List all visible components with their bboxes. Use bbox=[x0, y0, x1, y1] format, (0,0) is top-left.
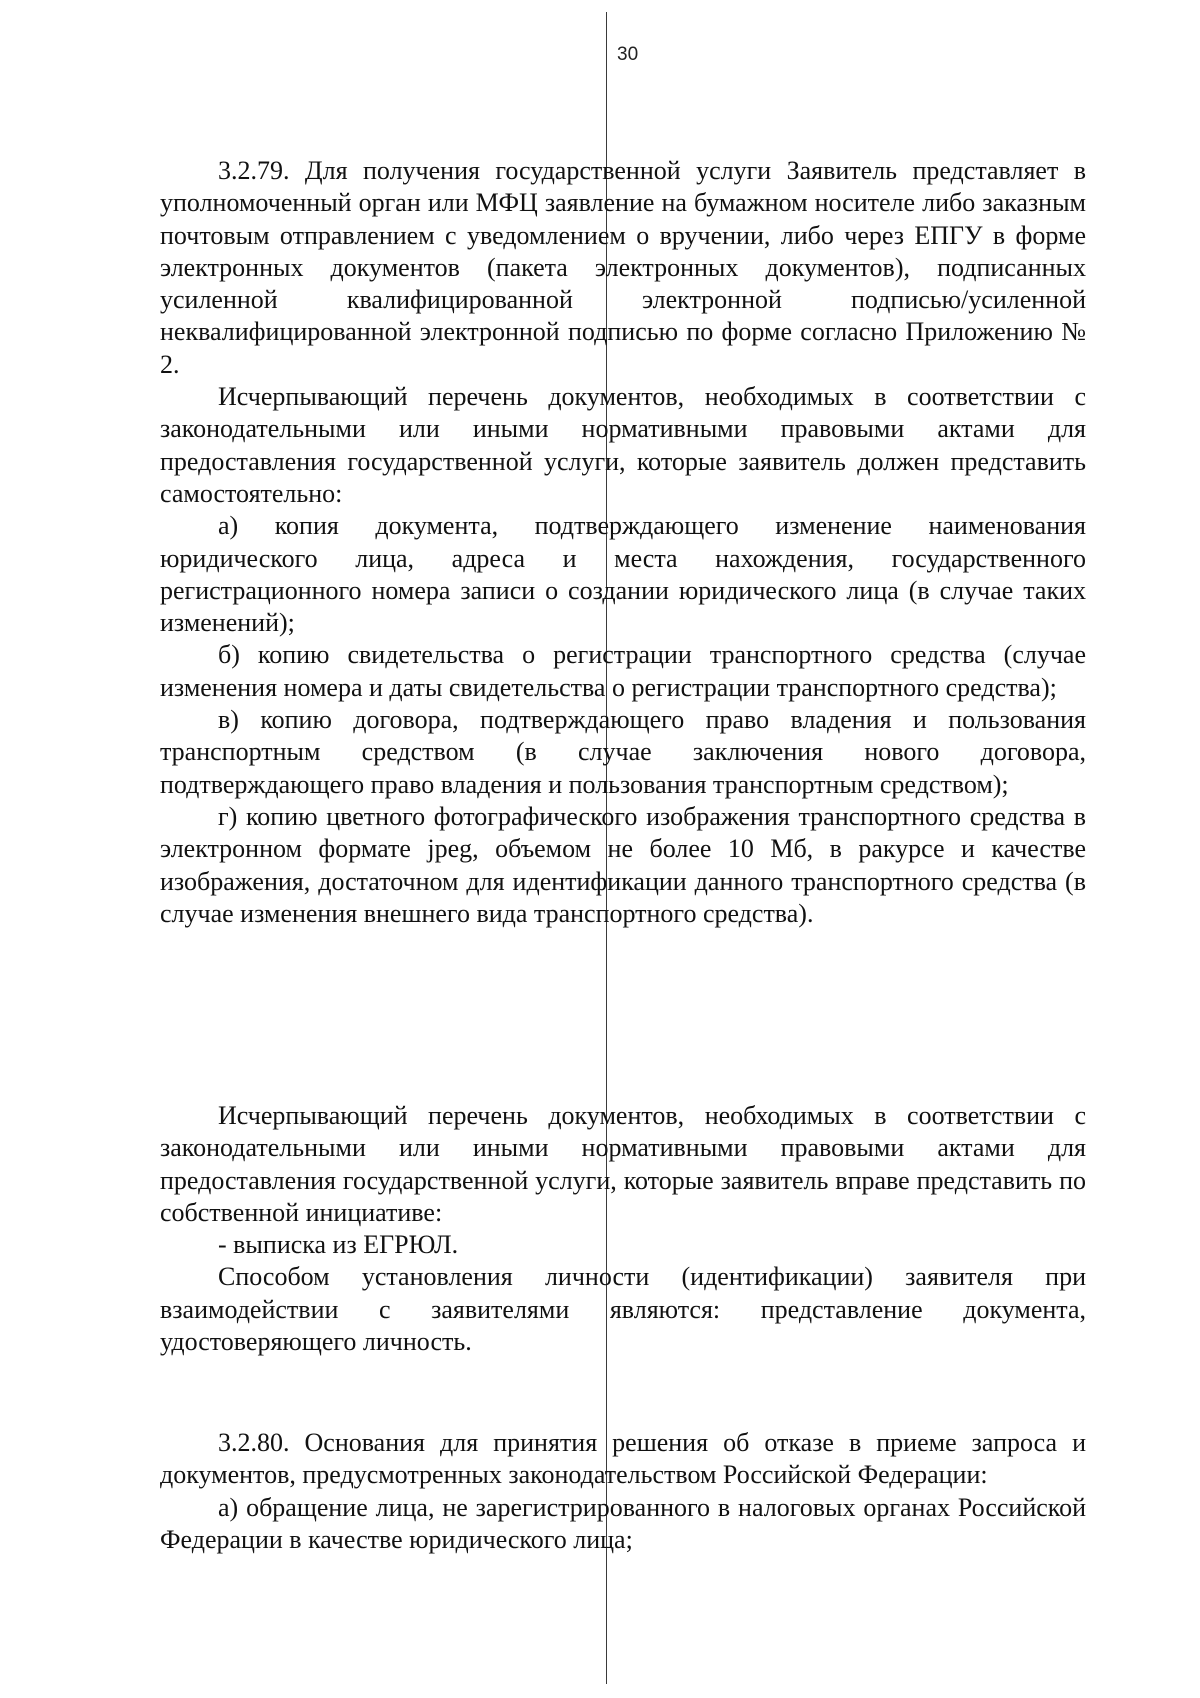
page-number: 30 bbox=[617, 44, 639, 65]
paragraph-optional-docs-intro: Исчерпывающий перечень документов, необходимых в соответствии с законодательными или иными нормативными правовыми актами для предоставления государственной услуги, которые заявитель вправе представить по собственной инициативе: bbox=[160, 1101, 1086, 1227]
list-item-egrul: - выписка из ЕГРЮЛ. bbox=[218, 1230, 459, 1260]
paragraph-required-docs-intro: Исчерпывающий перечень документов, необходимых в соответствии с законодательными или иными нормативными правовыми актами для предоставления государственной услуги, которые заявитель должен представить самостоятельно: bbox=[160, 382, 1086, 508]
paragraph-identification: Способом установления личности (идентификации) заявителя при взаимодействии с заявителями являются: представление документа, удостоверяющего личность. bbox=[160, 1262, 1086, 1357]
list-item-b: б) копию свидетельства о регистрации транспортного средства (случае изменения номера и даты свидетельства о регистрации транспортного средства); bbox=[160, 640, 1086, 702]
text-block-1 bbox=[160, 155, 1086, 930]
list-item-v: в) копию договора, подтверждающего право владения и пользования транспортным средством (в случае заключения нового договора, подтверждающего право владения и пользования транспортным средством); bbox=[160, 705, 1086, 799]
list-item-a: а) копия документа, подтверждающего изменение наименования юридического лица, адреса и места нахождения, государственного регистрационного номера записи о создании юридического лица (в случае таких изменений); bbox=[160, 511, 1086, 638]
list-item-refusal-a: а) обращение лица, не зарегистрированного в налоговых органах Российской Федерации в качестве юридического лица; bbox=[160, 1492, 1086, 1554]
text-block-3 bbox=[160, 1427, 1086, 1556]
list-item-g: г) копию цветного фотографического изображения транспортного средства в электронном формате jpeg, объемом не более 10 Мб, в ракурсе и качестве изображения, достаточном для идентификации данного транспортного средства (в случае изменения внешнего вида транспортного средства). bbox=[160, 801, 1086, 928]
paragraph-3-2-80: 3.2.80. Основания для принятия решения об отказе в приеме запроса и документов, предусмотренных законодательством Российской Федерации: bbox=[160, 1428, 1086, 1490]
paragraph-3-2-79: 3.2.79. Для получения государственной услуги Заявитель представляет в уполномоченный орган или МФЦ заявление на бумажном носителе либо заказным почтовым отправлением с уведомлением о вручении, либо через ЕПГУ в форме электронных документов (пакета электронных документов), подписанных усиленной квалифицированной электронной подписью/усиленной неквалифицированной электронной подписью по форме согласно Приложению № 2. bbox=[160, 156, 1086, 379]
text-block-2 bbox=[160, 1100, 1086, 1358]
